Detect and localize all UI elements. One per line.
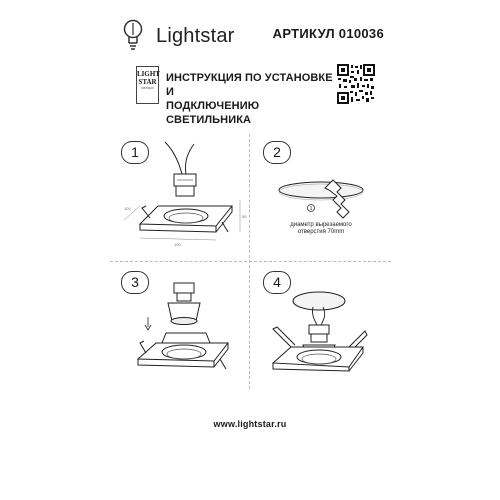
footer-website[interactable]: www.lightstar.ru <box>213 419 287 429</box>
brand-logo <box>118 18 258 52</box>
step-3-number: 3 <box>121 271 149 294</box>
step-2-marker: 1 <box>309 206 313 212</box>
seal-line-1: LIGHT <box>137 70 160 78</box>
cutout-diameter-note <box>273 222 369 236</box>
brand-name: Lightstar <box>156 25 235 47</box>
lightbulb-logo-icon <box>118 18 148 52</box>
seal-line-2: STAR <box>138 77 157 86</box>
article-number: АРТИКУЛ 010036 <box>272 26 384 41</box>
cutout-note-line-2: отверстия 70mm <box>297 229 345 235</box>
svg-text:100: 100 <box>124 206 131 211</box>
qr-code-icon <box>337 64 375 104</box>
step-2-panel <box>251 134 391 261</box>
step-4-number: 4 <box>263 271 291 294</box>
grid-divider-horizontal <box>110 261 391 262</box>
installation-steps-grid <box>110 134 391 389</box>
step-2-number: 2 <box>263 141 291 164</box>
step-4-panel <box>251 263 391 390</box>
cutout-note-line-1: диаметр вырезаемого <box>290 222 352 228</box>
svg-text:100: 100 <box>174 242 181 247</box>
step-3-panel <box>110 263 250 390</box>
instruction-line-1: ИНСТРУКЦИЯ ПО УСТАНОВКЕ И <box>166 72 333 98</box>
step-1-number: 1 <box>121 141 149 164</box>
seal-line-3: DESIGN <box>141 86 154 90</box>
step-1-panel <box>110 134 250 261</box>
instruction-title <box>166 71 336 127</box>
svg-text:55: 55 <box>242 214 247 219</box>
instruction-line-2: ПОДКЛЮЧЕНИЮ СВЕТИЛЬНИКА <box>166 100 260 126</box>
lightstar-seal <box>136 66 159 104</box>
